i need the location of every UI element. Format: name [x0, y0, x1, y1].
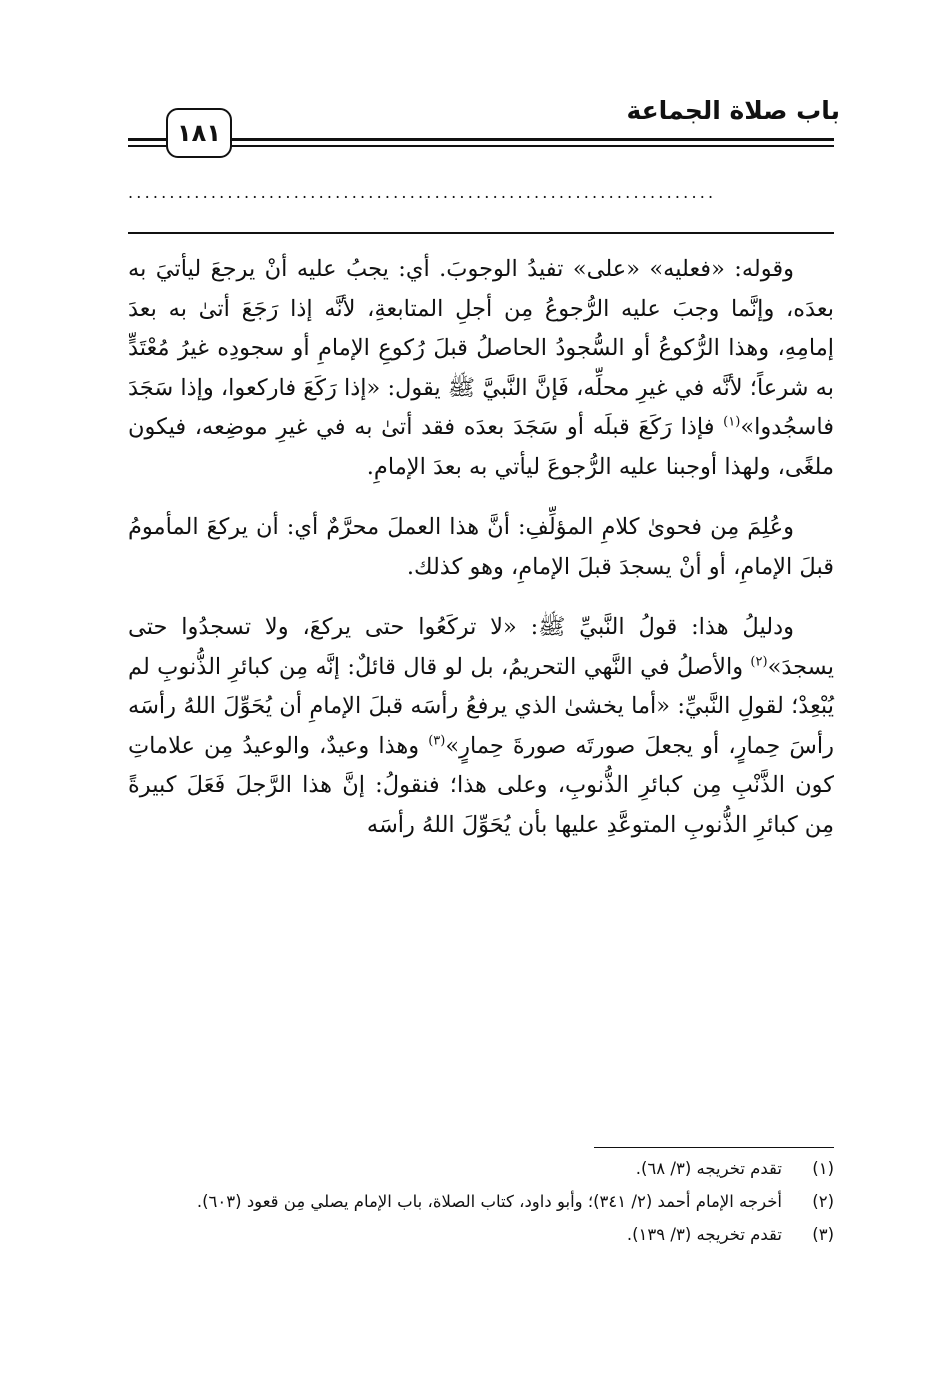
footnote-text: تقدم تخريجه (٣/ ٦٨).	[635, 1159, 782, 1178]
main-text	[128, 250, 834, 845]
footnote-marker-3[interactable]: (٣)	[428, 733, 446, 748]
paragraph-2: وعُلِمَ مِن فحوىٰ كلامِ المؤلِّفِ: أنَّ هذا العملَ محرَّمٌ أي: أن يركعَ المأمومُ قبلَ الإمامِ، أو أنْ يسجدَ قبلَ الإمامِ، وهو كذلك.	[128, 514, 834, 580]
footnote-text: أخرجه الإمام أحمد (٢/ ٣٤١)؛ وأبو داود، كتاب الصلاة، باب الإمام يصلي مِن قعود (٦٠٣).	[196, 1192, 782, 1211]
footnote-3	[128, 1218, 834, 1251]
page-number: ١٨١	[166, 108, 232, 158]
header-rule-thick	[128, 138, 834, 141]
footnotes	[128, 1152, 834, 1251]
footnote-number: (١)	[812, 1159, 834, 1178]
content-top-rule	[128, 232, 834, 234]
footnote-number: (٢)	[812, 1192, 834, 1211]
footnote-marker-1[interactable]: (١)	[723, 414, 741, 430]
footnote-text: تقدم تخريجه (٣/ ١٣٩).	[626, 1225, 782, 1244]
footnote-marker-2[interactable]: (٢)	[750, 654, 768, 669]
header-rule-thin	[128, 145, 834, 147]
separator-dots: .......................................................................	[128, 186, 717, 200]
footnote-2	[128, 1185, 834, 1218]
footnote-rule	[594, 1147, 834, 1148]
chapter-title: باب صلاة الجماعة	[626, 96, 840, 125]
paragraph-3: ودليلُ هذا: قولُ النَّبيِّ ﷺ: «لا تركَعُوا حتى يركعَ، ولا تسجدُوا حتى يسجدَ»$^{(٢)}$ والأصلُ في النَّهي التحريمُ، بل لو قال قائلٌ: إنَّه مِن كبائرِ الذُّنوبِ لم يُبْعِدْ؛ لقولِ النَّبيِّ: «أما يخشىٰ الذي يرفعُ رأسَه قبلَ الإمامِ أن يُحَوِّلَ اللهُ رأسَه رأسَ حِمارٍ، أو يجعلَ صورتَه صورةَ حِمارٍ»$^{(٣)}$ وهذا وعيدٌ، والوعيدُ مِن علاماتِ كون الذَّنْبِ مِن كبائرِ الذُّنوبِ، وعلى هذا؛ فنقولُ: إنَّ هذا الرَّجلَ فَعَلَ كبيرةً مِن كبائرِ الذُّنوبِ المتوعَّدِ عليها بأن يُحَوِّلَ اللهُ رأسَه	[128, 614, 834, 838]
footnote-number: (٣)	[812, 1225, 834, 1244]
footnote-1	[128, 1152, 834, 1185]
paragraph-1: وقوله: «فعليه» «على» تفيدُ الوجوبَ. أي: يجبُ عليه أنْ يرجعَ ليأتيَ به بعدَه، وإنَّما وجبَ عليه الرُّجوعُ مِن أجلِ المتابعةِ، لأنَّه إذا رَجَعَ أتىٰ به بعدَ إمامِهِ، وهذا الرُّكوعُ أو السُّجودُ الحاصلُ قبلَ رُكوعِ الإمامِ أو سجودِه غيرُ مُعْتَدٍّ به شرعاً؛ لأنَّه في غيرِ محلِّه، فَإنَّ النَّبيَّ ﷺ يقول: «إذا رَكَعَ فاركعوا، وإذا سَجَدَ فاسجُدوا»$^{(١)}$ فإذا رَكَعَ قبلَه أو سَجَدَ بعدَه فقد أتىٰ به في غيرِ موضِعه، فيكون ملغًى، ولهذا أوجبنا عليه الرُّجوعَ ليأتي به بعدَ الإمامِ.	[128, 256, 834, 480]
